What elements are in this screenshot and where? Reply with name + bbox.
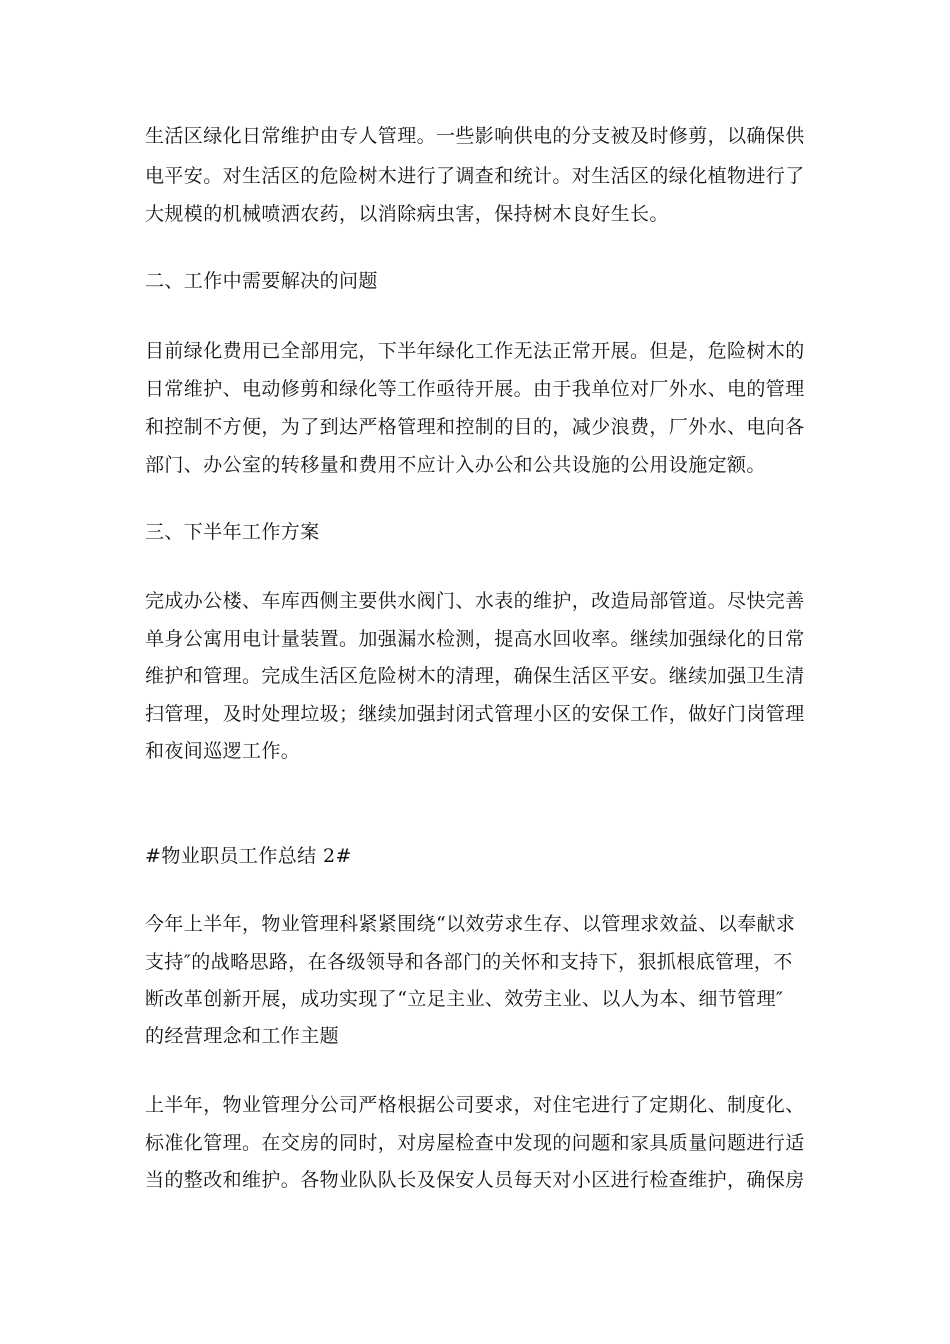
text-line: 目前绿化费用已全部用完，下半年绿化工作无法正常开展。但是，危险树木的	[145, 340, 805, 362]
text-line: 上半年，物业管理分公司严格根据公司要求，对住宅进行了定期化、制度化、	[145, 1094, 805, 1116]
text-line: 标准化管理。在交房的同时，对房屋检查中发现的问题和家具质量问题进行适	[145, 1132, 805, 1154]
text-line: 扫管理，及时处理垃圾；继续加强封闭式管理小区的安保工作，做好门岗管理	[145, 703, 805, 725]
text-line: 和控制不方便，为了到达严格管理和控制的目的，减少浪费，厂外水、电向各	[145, 416, 805, 438]
text-line: 断改革创新开展，成功实现了“立足主业、效劳主业、以人为本、细节管理″	[145, 988, 784, 1010]
text-line: 日常维护、电动修剪和绿化等工作亟待开展。由于我单位对厂外水、电的管理	[145, 378, 805, 400]
section-title-summary-2: #物业职员工作总结 2#	[145, 845, 352, 867]
text-line: 当的整改和维护。各物业队队长及保安人员每天对小区进行检查维护，确保房	[145, 1169, 805, 1191]
text-line: 大规模的机械喷洒农药，以消除病虫害，保持树木良好生长。	[145, 203, 669, 225]
text-line: 完成办公楼、车库西侧主要供水阀门、水表的维护，改造局部管道。尽快完善	[145, 590, 805, 612]
text-line: 生活区绿化日常维护由专人管理。一些影响供电的分支被及时修剪，以确保供	[145, 125, 805, 147]
text-line: 和夜间巡逻工作。	[145, 740, 301, 762]
heading-problems-to-solve: 二、工作中需要解决的问题	[145, 270, 378, 292]
text-line: 部门、办公室的转移量和费用不应计入办公和公共设施的公用设施定额。	[145, 454, 766, 476]
text-line: 的经营理念和工作主题	[145, 1025, 340, 1047]
text-line: 单身公寓用电计量装置。加强漏水检测，提高水回收率。继续加强绿化的日常	[145, 628, 805, 650]
text-line: 电平安。对生活区的危险树木进行了调查和统计。对生活区的绿化植物进行了	[145, 165, 805, 187]
text-line: 维护和管理。完成生活区危险树木的清理，确保生活区平安。继续加强卫生清	[145, 665, 805, 687]
text-line: 支持″的战略思路，在各级领导和各部门的关怀和支持下，狠抓根底管理，不	[145, 951, 793, 973]
heading-second-half-plan: 三、下半年工作方案	[145, 521, 320, 543]
text-line: 今年上半年，物业管理科紧紧围绕“以效劳求生存、以管理求效益、以奉献求	[145, 913, 796, 935]
